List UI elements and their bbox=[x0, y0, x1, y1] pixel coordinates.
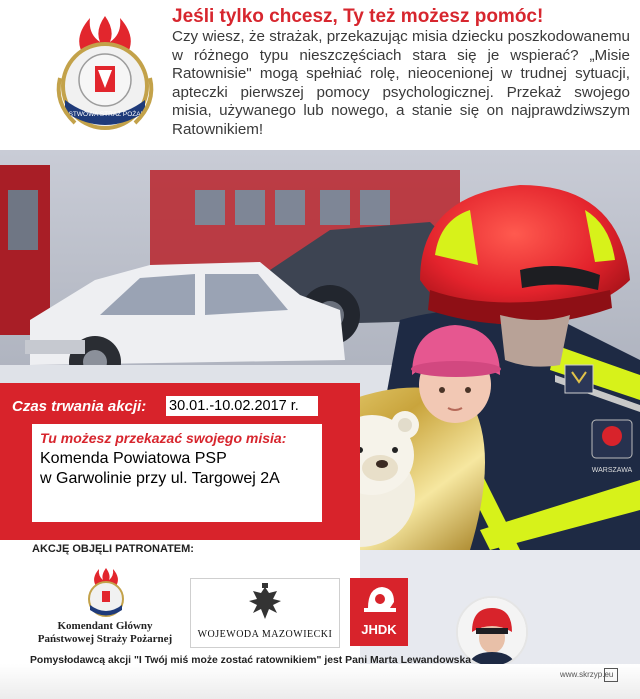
kg-psp-logo bbox=[82, 565, 130, 619]
kg-psp-label bbox=[30, 620, 180, 646]
website-label: www.skrzyp.eu bbox=[560, 670, 614, 679]
kg-line-2: Państwowej Straży Pożarnej bbox=[37, 633, 173, 645]
intro-text: Czy wiesz, że strażak, przekazując misia dziecku poszkodowanemu w różnego typu nieszczęściach stara się je wspierać? „Misie Ratownisie" mogą spełniać rolę, nieocenionej w trudnej sytuacji, apteczki pierwszej pomocy psychologicznej. Przekaż swojego misia, używanego lub nowego, a stanie się on najprawdziwszym Ratownikiem! bbox=[172, 28, 630, 138]
qr-icon bbox=[604, 668, 618, 682]
dropoff-line-1: Komenda Powiatowa PSP bbox=[40, 450, 227, 467]
wojewoda-text: WOJEWODA MAZOWIECKI bbox=[197, 629, 333, 640]
dropoff-line-2: w Garwolinie przy ul. Targowej 2A bbox=[40, 470, 280, 487]
footer-band bbox=[0, 664, 640, 699]
eagle-icon bbox=[191, 579, 339, 627]
jhdk-text: JHDK bbox=[361, 622, 397, 637]
duration-value: 30.01.-10.02.2017 r. bbox=[166, 396, 318, 416]
footer-text: Pomysłodawcą akcji "I Twój miś może zostać ratownikiem" jest Pani Marta Lewandowska bbox=[30, 655, 472, 666]
wojewoda-logo bbox=[190, 578, 340, 648]
duration-label: Czas trwania akcji: bbox=[12, 398, 147, 415]
psp-logo bbox=[50, 8, 160, 138]
logo-text: PAŃSTWOWA STRAŻ POŻARNA bbox=[55, 111, 155, 118]
uniform-text: WARSZAWA bbox=[591, 467, 633, 474]
kg-line-1: Komendant Główny bbox=[57, 620, 153, 632]
dropoff-box bbox=[32, 424, 322, 522]
headline: Jeśli tylko chcesz, Ty też możesz pomóc! bbox=[172, 6, 544, 27]
jhdk-logo bbox=[350, 578, 408, 646]
firefighter-icon bbox=[350, 578, 408, 622]
dropoff-subtitle: Tu możesz przekazać swojego misia: bbox=[40, 430, 287, 446]
patrons-title: AKCJĘ OBJĘLI PATRONATEM: bbox=[32, 543, 194, 555]
